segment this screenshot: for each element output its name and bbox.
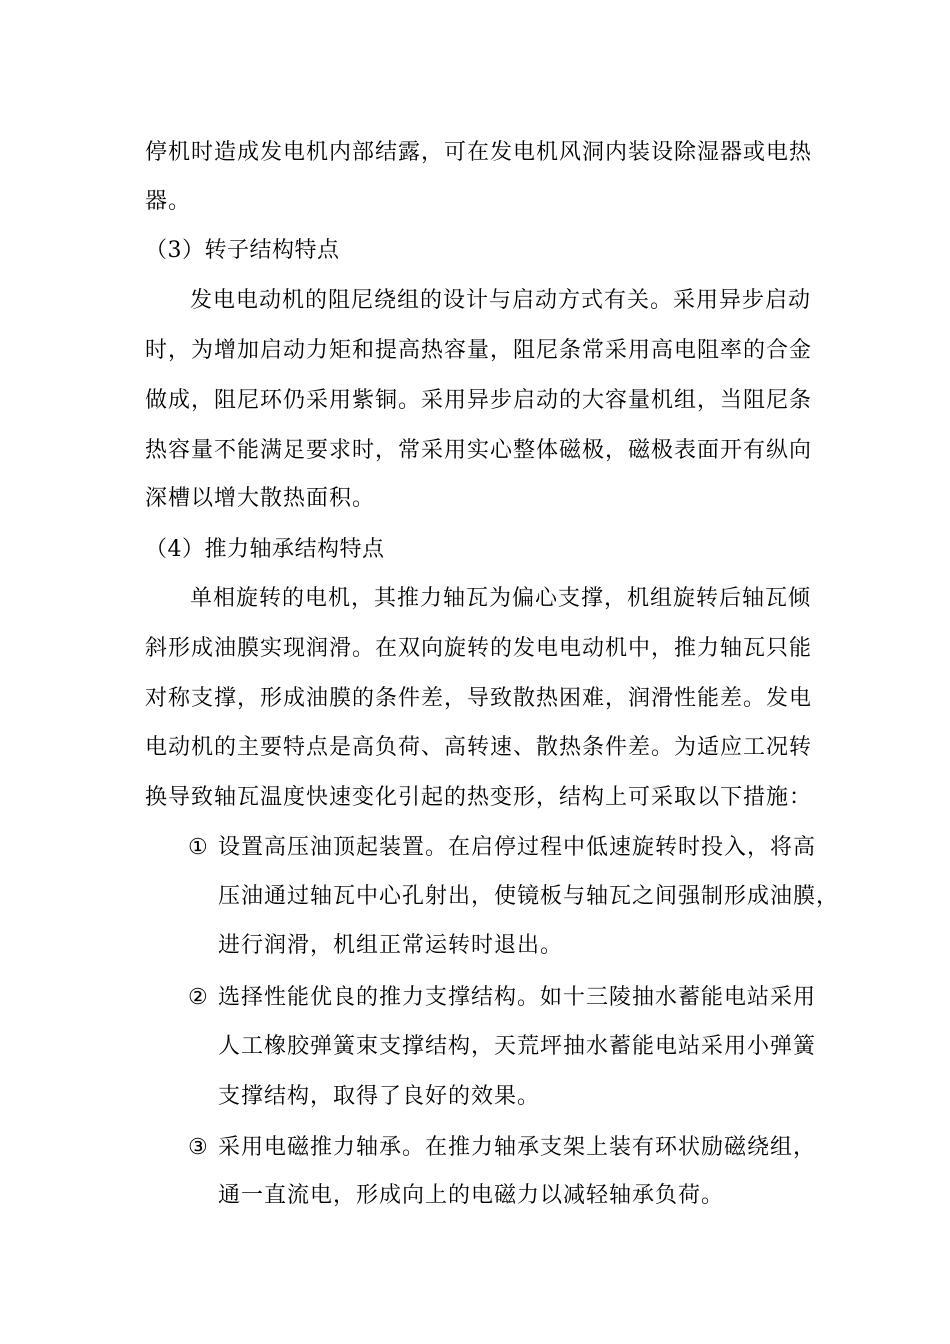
text-line: 器。 — [145, 189, 192, 214]
list-item-text: 通一直流电，形成向上的电磁力以减轻轴承负荷。 — [218, 1183, 725, 1208]
text-line: 电动机的主要特点是高负荷、高转速、散热条件差。为适应工况转 — [145, 735, 813, 760]
list-item-text: 支撑结构，取得了良好的效果。 — [218, 1084, 541, 1109]
text-line: 对称支撑，形成油膜的条件差，导致散热困难，润滑性能差。发电 — [145, 686, 813, 711]
text-line: 做成，阻尼环仍采用紫铜。采用异步启动的大容量机组，当阻尼条 — [145, 388, 813, 413]
list-marker: ③ — [188, 1135, 208, 1160]
section-heading-rotor: （3）转子结构特点 — [145, 238, 340, 263]
list-item-text: 选择性能优良的推力支撑结构。如十三陵抽水蓄能电站采用 — [218, 985, 817, 1010]
section-heading-thrust-bearing: （4）推力轴承结构特点 — [145, 537, 385, 562]
text-line: 发电电动机的阻尼绕组的设计与启动方式有关。采用异步启动 — [190, 288, 812, 313]
text-line: 斜形成油膜实现润滑。在双向旋转的发电电动机中，推力轴瓦只能 — [145, 636, 813, 661]
text-line: 换导致轴瓦温度快速变化引起的热变形，结构上可采取以下措施： — [145, 785, 813, 810]
list-item-text: 进行润滑，机组正常运转时退出。 — [218, 933, 564, 958]
text-line: 深槽以增大散热面积。 — [145, 486, 376, 511]
list-marker: ① — [188, 835, 208, 860]
list-item-text: 压油通过轴瓦中心孔射出，使镜板与轴瓦之间强制形成油膜， — [218, 884, 840, 909]
text-line: 时，为增加启动力矩和提高热容量，阻尼条常采用高电阻率的合金 — [145, 338, 813, 363]
list-item-text: 设置高压油顶起装置。在启停过程中低速旋转时投入，将高 — [218, 835, 817, 860]
list-item-text: 人工橡胶弹簧束支撑结构，天荒坪抽水蓄能电站采用小弹簧 — [218, 1034, 817, 1059]
list-marker: ② — [188, 985, 208, 1010]
list-item-text: 采用电磁推力轴承。在推力轴承支架上装有环状励磁绕组， — [218, 1135, 817, 1160]
text-line: 停机时造成发电机内部结露，可在发电机风洞内装设除湿器或电热 — [145, 140, 813, 165]
text-line: 单相旋转的电机，其推力轴瓦为偏心支撑，机组旋转后轴瓦倾 — [190, 586, 812, 611]
text-line: 热容量不能满足要求时，常采用实心整体磁极，磁极表面开有纵向 — [145, 438, 813, 463]
